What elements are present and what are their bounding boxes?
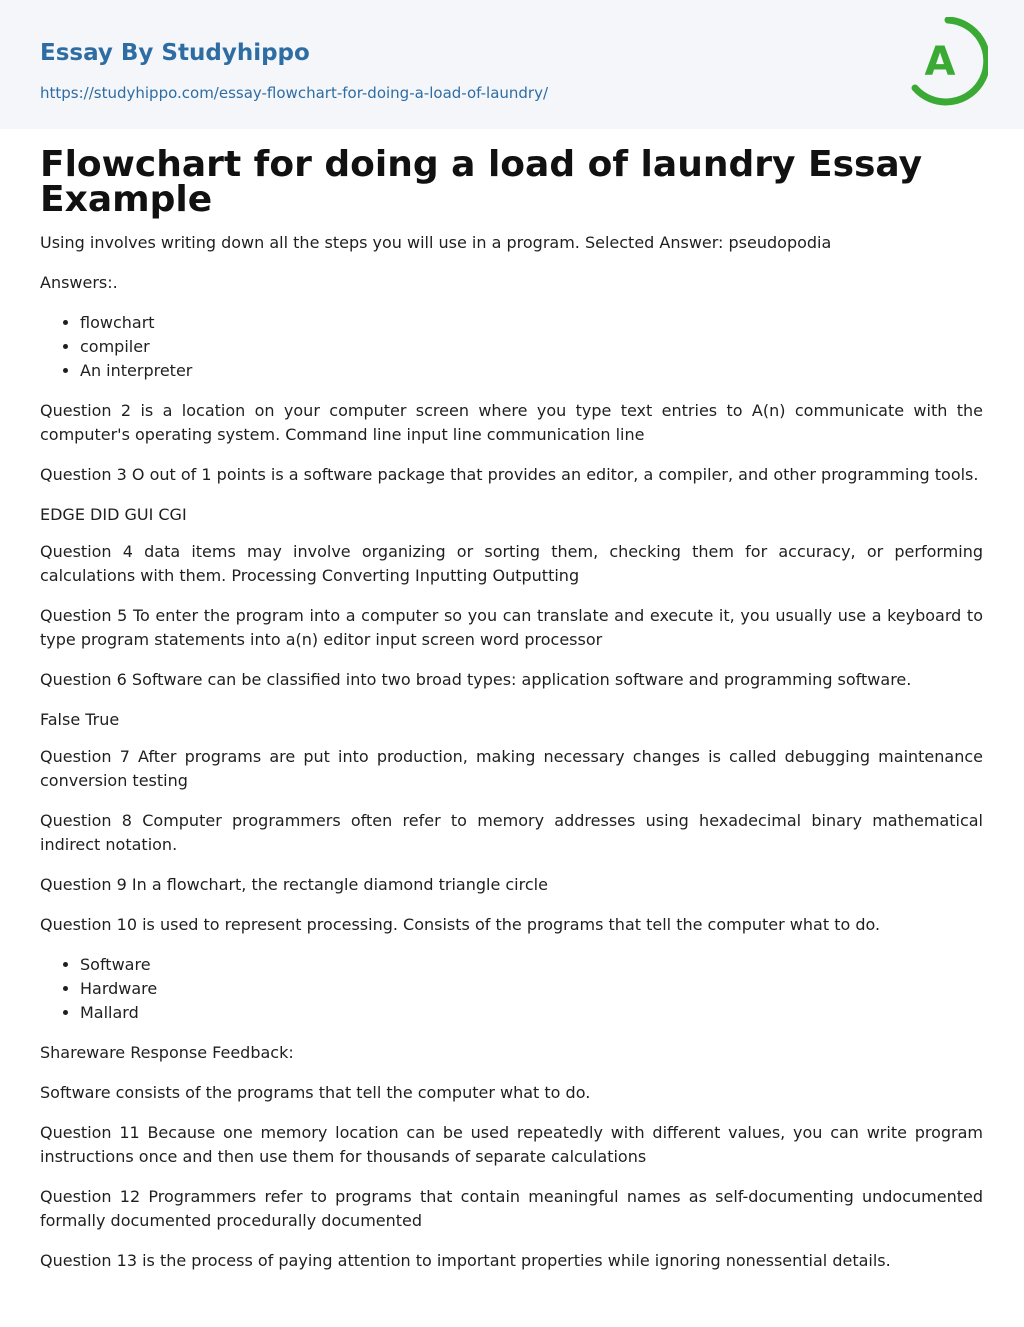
list-item: • Software — [80, 953, 983, 977]
paragraph-question-7: Question 7 After programs are put into production, making necessary changes is called debugging maintenance conversion testing — [40, 747, 983, 790]
paragraph-question-6: Question 6 Software can be classified into two broad types: application software and programming software. — [40, 670, 912, 689]
paragraph-feedback-label: Shareware Response Feedback: — [40, 1043, 294, 1062]
paragraph-question-3: Question 3 O out of 1 points is a software package that provides an editor, a compiler, and other programming tools. — [40, 465, 979, 484]
answer-list — [40, 311, 983, 383]
page-title: Flowchart for doing a load of laundry Essay Example — [40, 144, 923, 220]
paragraph-question-10: Question 10 is used to represent processing. Consists of the programs that tell the computer what to do. — [40, 915, 881, 934]
paragraph-question-2: Question 2 is a location on your computer screen where you type text entries to A(n) communicate with the computer's operating system. Command line input line communication line — [40, 401, 983, 444]
brand-name[interactable]: Essay By Studyhippo — [40, 40, 310, 66]
studyhippo-logo-icon[interactable] — [908, 17, 988, 107]
paragraph-feedback: Software consists of the programs that tell the computer what to do. — [40, 1083, 591, 1102]
paragraph-answers-label: Answers:. — [40, 273, 118, 292]
page-url-link[interactable]: https://studyhippo.com/essay-flowchart-for-doing-a-load-of-laundry/ — [40, 84, 549, 102]
paragraph-question-13: Question 13 is the process of paying attention to important properties while ignoring nonessential details. — [40, 1251, 891, 1270]
paragraph-intro: Using involves writing down all the steps you will use in a program. Selected Answer: pseudopodia — [40, 233, 832, 252]
list-item: • An interpreter — [80, 359, 983, 383]
paragraph-question-4: Question 4 data items may involve organizing or sorting them, checking them for accuracy, or performing calculations with them. Processing Converting Inputting Outputting — [40, 542, 983, 585]
list-item: • Hardware — [80, 977, 983, 1001]
paragraph-question-8: Question 8 Computer programmers often refer to memory addresses using hexadecimal binary mathematical indirect notation. — [40, 811, 983, 854]
answer-list-q10 — [40, 953, 983, 1025]
paragraph-question-9: Question 9 In a flowchart, the rectangle diamond triangle circle — [40, 875, 548, 894]
paragraph-question-11: Question 11 Because one memory location can be used repeatedly with different values, you can write program instructions once and then use them for thousands of separate calculations — [40, 1123, 983, 1166]
paragraph-options-q6: False True — [40, 710, 120, 729]
list-item: • flowchart — [80, 311, 983, 335]
paragraph-question-5: Question 5 To enter the program into a computer so you can translate and execute it, you usually use a keyboard to type program statements into a(n) editor input screen word processor — [40, 606, 983, 649]
paragraph-question-12: Question 12 Programmers refer to programs that contain meaningful names as self-documenting undocumented formally documented procedurally documented — [40, 1187, 983, 1230]
logo-letter: A — [924, 39, 956, 85]
site-header — [0, 0, 1024, 129]
paragraph-options-q3: EDGE DID GUI CGI — [40, 505, 187, 524]
article — [0, 144, 1024, 1273]
list-item: • compiler — [80, 335, 983, 359]
list-item: • Mallard — [80, 1001, 983, 1025]
